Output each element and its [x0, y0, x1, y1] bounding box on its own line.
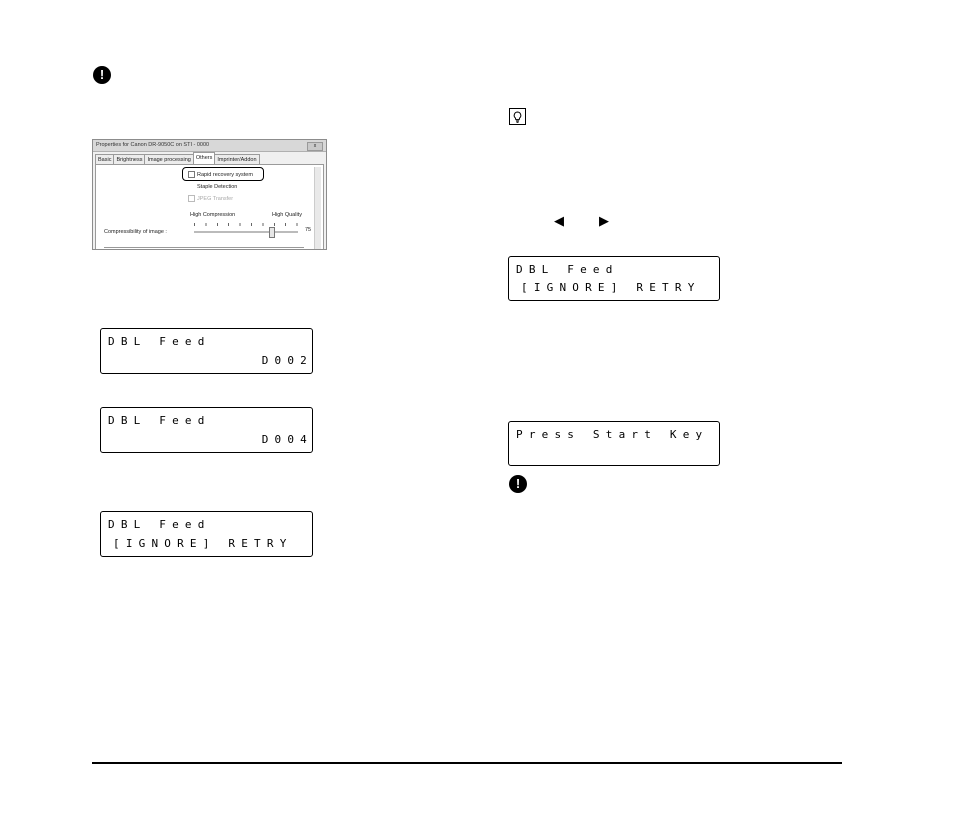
- caution-icon: !: [93, 66, 111, 84]
- slider-thumb[interactable]: [269, 227, 275, 238]
- lcd-line-2: D002: [261, 354, 313, 367]
- left-arrow-icon: ◀: [554, 214, 564, 229]
- dialog-title: Properties for Canon DR-9050C on STI - 0000: [96, 142, 210, 148]
- lcd-line-2: D004: [261, 433, 313, 446]
- lcd-panel-d004: [100, 407, 313, 453]
- tab-others[interactable]: Others: [193, 152, 216, 165]
- high-quality-label: High Quality: [272, 212, 302, 218]
- jpeg-transfer-checkbox: [188, 195, 233, 202]
- close-button[interactable]: x: [307, 142, 323, 151]
- lightbulb-glyph: [512, 111, 523, 123]
- rapid-recovery-label: Rapid recovery system: [197, 171, 253, 178]
- tab-image-processing[interactable]: Image processing: [144, 154, 193, 165]
- footer-rule: [92, 762, 842, 764]
- dialog-titlebar: [93, 140, 326, 152]
- staple-detection-label: Staple Detection: [197, 183, 238, 190]
- compressibility-label: Compressibility of image :: [104, 229, 167, 235]
- lcd-line-2: [IGNORE] RETRY: [521, 281, 701, 294]
- lcd-line-1: DBL Feed: [108, 335, 211, 348]
- rapid-recovery-checkbox[interactable]: [188, 171, 253, 178]
- checkbox-box: [188, 171, 195, 178]
- lcd-line-1: Press Start Key: [516, 428, 709, 441]
- right-arrow-icon: ▶: [599, 214, 609, 229]
- checkbox-box: [188, 195, 195, 202]
- lcd-line-1: DBL Feed: [516, 263, 619, 276]
- lcd-panel-ignore-retry-right: [508, 256, 720, 301]
- lightbulb-icon: [509, 108, 526, 125]
- caution-icon: !: [509, 475, 527, 493]
- checkbox-box: [188, 183, 195, 190]
- others-panel: [95, 164, 324, 250]
- jpeg-transfer-label: JPEG Transfer: [197, 195, 234, 202]
- lcd-panel-ignore-retry: [100, 511, 313, 557]
- compression-slider[interactable]: [194, 223, 298, 239]
- slider-track: [194, 231, 298, 234]
- lcd-panel-d002: [100, 328, 313, 374]
- lcd-panel-press-start: [508, 421, 720, 466]
- lcd-line-1: DBL Feed: [108, 518, 211, 531]
- high-compression-label: High Compression: [190, 212, 236, 218]
- properties-dialog-screenshot: [92, 139, 327, 250]
- divider: [104, 247, 304, 248]
- staple-detection-checkbox[interactable]: [188, 183, 237, 190]
- tab-brightness[interactable]: Brightness: [113, 154, 145, 165]
- lcd-line-2: [IGNORE] RETRY: [113, 537, 293, 550]
- scrollbar[interactable]: [314, 167, 321, 250]
- tab-basic[interactable]: Basic: [95, 154, 114, 165]
- lcd-line-1: DBL Feed: [108, 414, 211, 427]
- compression-value: 75: [305, 227, 312, 233]
- tab-imprinter-addon[interactable]: Imprinter/Addon: [214, 154, 259, 165]
- slider-ticks: [194, 223, 298, 226]
